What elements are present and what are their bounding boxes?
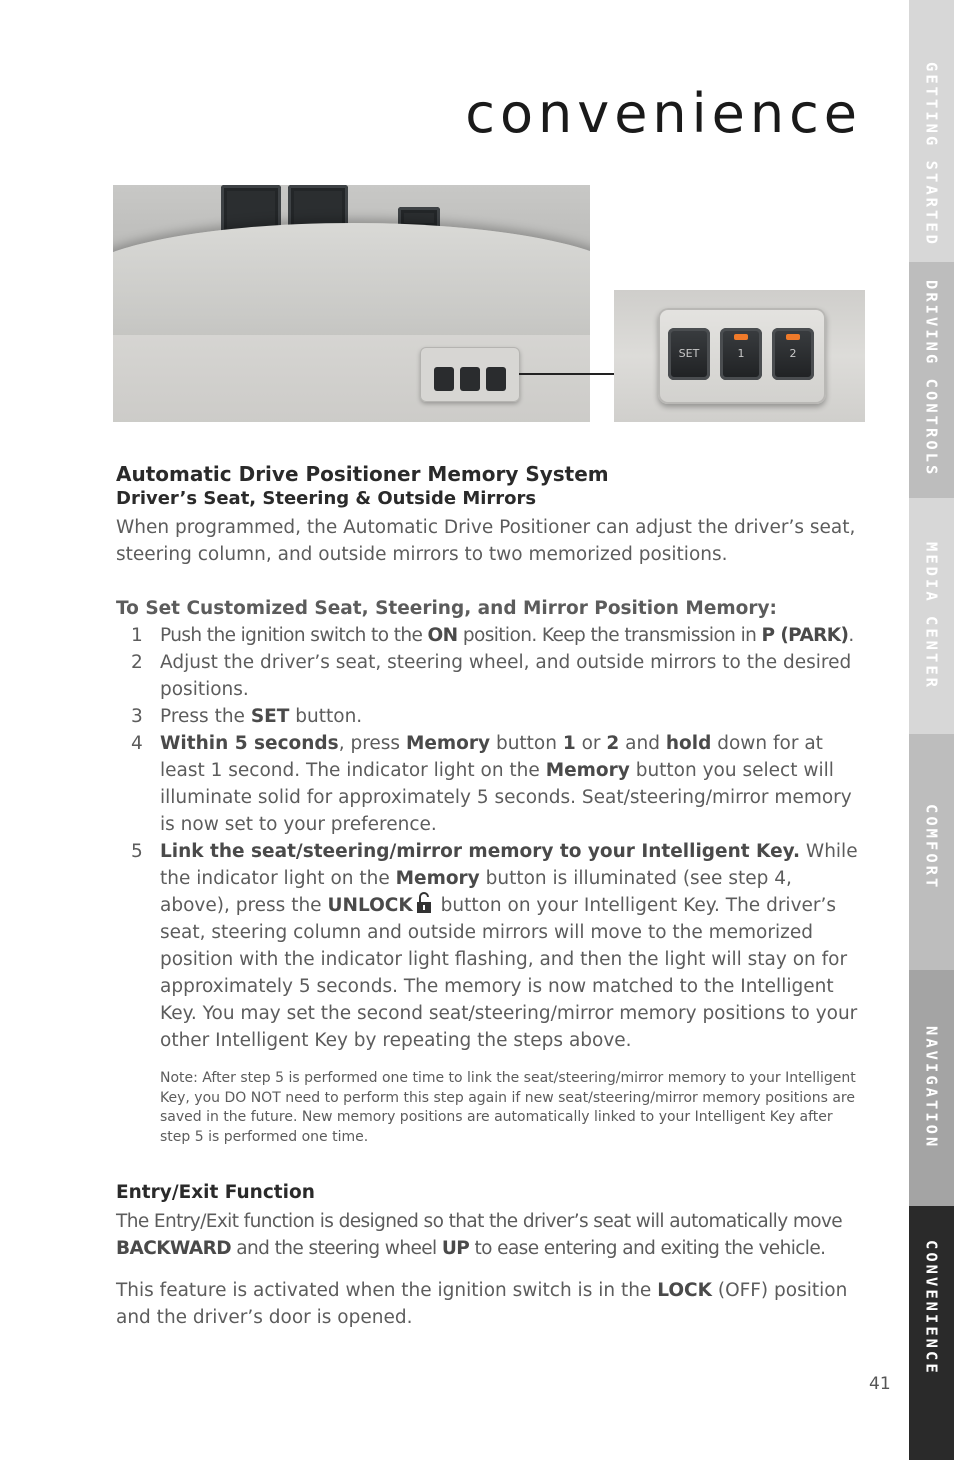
step-bold: Within 5 seconds (160, 733, 339, 754)
memory-2-label: 2 (789, 347, 797, 360)
step-text: button. (289, 706, 363, 727)
tab-label: CONVENIENCE (922, 1240, 941, 1376)
step-text: , press (338, 733, 406, 754)
section-title: Automatic Drive Positioner Memory System (116, 462, 609, 486)
memory-button-plate (658, 308, 826, 404)
step-item (116, 730, 866, 838)
para-text: (OFF) position and the driver’s door is opened. (116, 1280, 848, 1329)
step-bold: Memory (395, 868, 480, 889)
para-bold: BACKWARD (116, 1238, 232, 1260)
step-bold: 1 (562, 733, 576, 754)
intro-paragraph: When programmed, the Automatic Drive Positioner can adjust the driver’s seat, steering column, and outside mirrors to two memorized positions. (116, 517, 856, 565)
tab-convenience[interactable] (909, 1206, 954, 1460)
step-text: down for at least 1 second. The indicator light on the (160, 733, 823, 781)
step-text: button you select will illuminate solid for approximately 5 seconds. Seat/steering/mirror memory is now set to your preference. (160, 760, 852, 835)
memory-set-button-small (434, 367, 454, 391)
step-bold: SET (250, 706, 290, 727)
step-text: button on your Intelligent Key. The driver’s seat, steering column and outside mirrors will move to the memorized position with the indicator light flashing, and then the light will stay on for approximately 5 seconds. The memory is now matched to the Intelligent Key. You may set the second seat/steering/mirror memory positions to your other Intelligent Key by repeating the steps above. (160, 895, 858, 1051)
entry-exit-title: Entry/Exit Function (116, 1182, 315, 1204)
step-item (116, 838, 866, 1054)
set-memory-heading: To Set Customized Seat, Steering, and Mirror Position Memory: (116, 598, 777, 619)
set-button (668, 328, 710, 380)
para-text: This feature is activated when the ignition switch is in the (116, 1280, 658, 1302)
para-text: The Entry/Exit function is designed so that the driver’s seat will automatically move (116, 1211, 843, 1233)
memory-2-indicator-light (786, 334, 800, 340)
para-text: and the steering wheel (231, 1238, 442, 1260)
entry-exit-paragraph-1 (116, 1208, 866, 1262)
memory-1-button (720, 328, 762, 380)
para-bold: UP (441, 1238, 470, 1260)
memory-1-button-small (460, 367, 480, 391)
tab-label: MEDIA CENTER (922, 542, 941, 690)
step-bold: 2 (606, 733, 620, 754)
step-number: 4 (131, 733, 143, 754)
tab-label: GETTING STARTED (922, 62, 941, 247)
step-item (116, 649, 866, 703)
step-number: 3 (131, 706, 143, 727)
step-text: While the indicator light on the (160, 841, 858, 889)
para-bold: LOCK (657, 1280, 712, 1302)
callout-line (519, 373, 615, 375)
memory-1-label: 1 (737, 347, 745, 360)
steps-list (116, 622, 866, 1054)
tab-label: DRIVING CONTROLS (922, 280, 941, 478)
tab-label: COMFORT (922, 804, 941, 891)
step-text: and (619, 733, 666, 754)
step-bold: Link the seat/steering/mirror memory to your Intelligent Key. (160, 841, 801, 862)
step-bold: Memory (545, 760, 630, 781)
page-title: convenience (465, 82, 862, 145)
section-subtitle: Driver’s Seat, Steering & Outside Mirrors (116, 488, 537, 509)
step-bold: Memory (405, 733, 491, 754)
step-text: button is illuminated (see step 4, above), press the (160, 868, 792, 916)
memory-2-button (772, 328, 814, 380)
step-bold: ON (427, 625, 458, 646)
para-text: to ease entering and exiting the vehicle. (469, 1238, 826, 1260)
unlock-icon (415, 892, 433, 914)
section-tabs (909, 0, 954, 1460)
tab-navigation[interactable] (909, 970, 954, 1206)
step-item (116, 622, 866, 649)
memory-1-indicator-light (734, 334, 748, 340)
memory-button-cluster (420, 347, 520, 402)
step-item (116, 703, 866, 730)
tab-media-center[interactable] (909, 498, 954, 734)
step-text: Adjust the driver’s seat, steering wheel, and outside mirrors to the desired positions. (160, 652, 852, 700)
tab-getting-started[interactable] (909, 0, 954, 262)
step-number: 1 (131, 625, 143, 646)
step-text: or (575, 733, 607, 754)
step-number: 5 (131, 841, 143, 862)
step-bold: UNLOCK (327, 895, 413, 916)
memory-2-button-small (486, 367, 506, 391)
step-bold: P (PARK) (761, 625, 849, 646)
step-text: . (848, 625, 854, 646)
step-bold: hold (665, 733, 712, 754)
tab-comfort[interactable] (909, 734, 954, 970)
tab-label: NAVIGATION (922, 1026, 941, 1150)
set-button-label: SET (678, 347, 700, 360)
step-text: Push the ignition switch to the (160, 625, 428, 646)
main-content (116, 460, 866, 1331)
door-panel-photo (113, 185, 590, 422)
step-number: 2 (131, 652, 143, 673)
note-text: Note: After step 5 is performed one time to link the seat/steering/mirror memory to your Intelligent Key, you DO NOT need to perform this step again if new seat/steering/mirror memory positions are saved in the future. New memory positions are automatically linked to your Intelligent Key after step 5 is performed one time. (160, 1070, 856, 1145)
step-text: button (490, 733, 563, 754)
entry-exit-paragraph-2 (116, 1277, 866, 1331)
memory-buttons-closeup-photo (614, 290, 865, 422)
tab-driving-controls[interactable] (909, 262, 954, 498)
step-text: position. Keep the transmission in (457, 625, 762, 646)
step-text: Press the (160, 706, 251, 727)
page-number: 41 (869, 1374, 891, 1394)
